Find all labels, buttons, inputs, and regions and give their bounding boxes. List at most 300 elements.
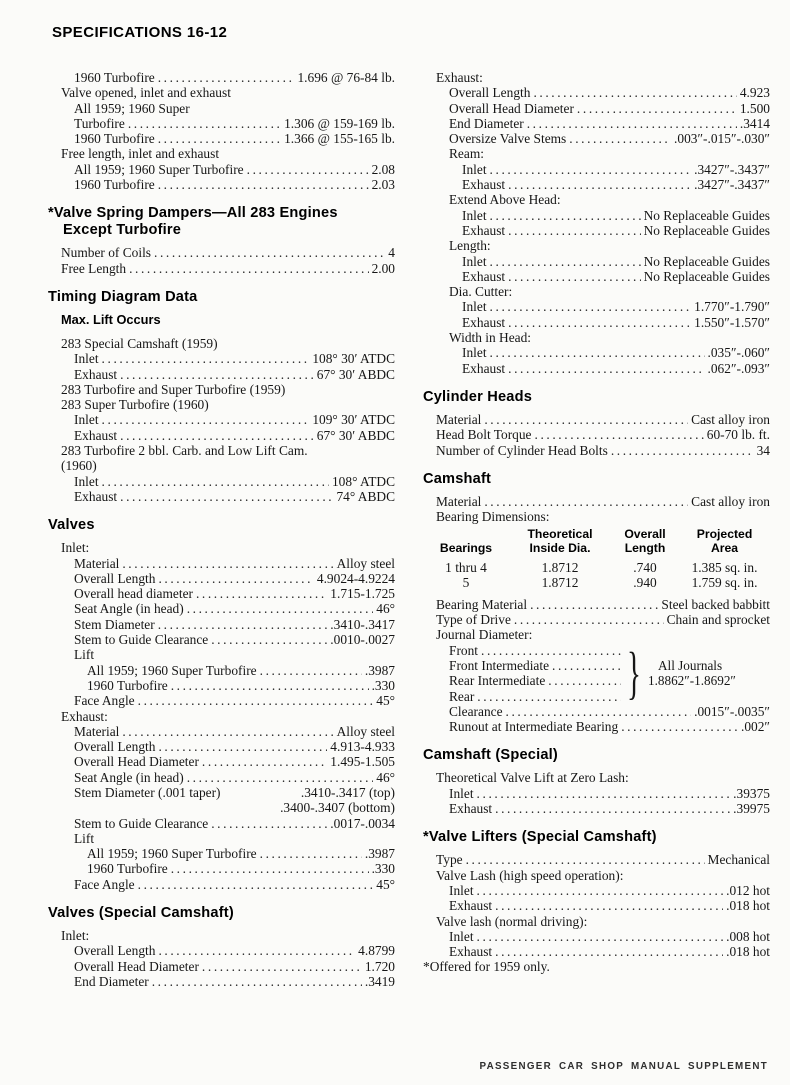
spec-label: Material bbox=[436, 493, 482, 509]
spec-line bbox=[423, 162, 770, 177]
spec-line bbox=[436, 643, 624, 658]
spec-label: Overall head diameter bbox=[74, 586, 193, 602]
spec-line bbox=[423, 443, 770, 458]
spec-value: Mechanical bbox=[707, 852, 770, 868]
table-header-row bbox=[423, 528, 770, 555]
spec-value: 1.715-1.725 bbox=[330, 586, 395, 602]
leader-dots bbox=[158, 177, 369, 192]
spec-label: Free Length bbox=[61, 260, 127, 276]
spec-label: Face Angle bbox=[74, 876, 135, 892]
spec-label: Exhaust bbox=[462, 177, 506, 193]
spec-label: Overall Length bbox=[74, 570, 156, 586]
spec-label: Inlet bbox=[462, 207, 487, 223]
spec-line bbox=[423, 852, 770, 867]
spec-value: .0010-.0027 bbox=[330, 632, 395, 648]
spec-value: 2.03 bbox=[371, 177, 395, 193]
spec-label: Clearance bbox=[449, 703, 503, 719]
spec-line bbox=[48, 261, 395, 276]
spec-text: Exhaust: bbox=[436, 70, 483, 85]
spec-line bbox=[48, 474, 395, 489]
spec-text: Extend Above Head: bbox=[449, 192, 561, 208]
spec-line bbox=[48, 724, 395, 739]
spec-text: Bearing Dimensions: bbox=[436, 509, 550, 525]
spec-label: Turbofire bbox=[74, 115, 125, 131]
table-header-cell bbox=[509, 528, 611, 555]
two-column-layout bbox=[48, 70, 770, 989]
spec-value: .008 hot bbox=[726, 928, 770, 944]
spec-label: Stem to Guide Clearance bbox=[74, 815, 209, 831]
leader-dots bbox=[530, 597, 658, 612]
leader-dots bbox=[138, 693, 374, 708]
section-heading: Valves (Special Camshaft) bbox=[48, 905, 234, 922]
spec-value: .330 bbox=[371, 861, 395, 877]
spec-text: All 1959; 1960 Super bbox=[74, 100, 190, 116]
leader-dots bbox=[154, 245, 385, 260]
spec-line bbox=[423, 116, 770, 131]
spec-value: Alloy steel bbox=[336, 723, 395, 739]
spec-line bbox=[48, 785, 395, 800]
table-cell: 1 thru 4 bbox=[445, 559, 487, 575]
spec-label: 1960 Turbofire bbox=[74, 177, 155, 193]
spec-label: Inlet bbox=[462, 345, 487, 361]
leader-dots bbox=[477, 689, 621, 704]
spec-text: Inlet: bbox=[61, 540, 90, 556]
spec-value: .330 bbox=[371, 677, 395, 693]
spec-label: Inlet bbox=[74, 412, 99, 428]
spec-line bbox=[48, 877, 395, 892]
spec-label: Seat Angle (in head) bbox=[74, 769, 184, 785]
leader-dots bbox=[508, 361, 704, 376]
spec-label: Exhaust bbox=[449, 801, 493, 817]
leader-dots bbox=[490, 299, 692, 314]
leader-dots bbox=[477, 786, 731, 801]
leader-dots bbox=[490, 162, 692, 177]
spec-label: Exhaust bbox=[462, 314, 506, 330]
spec-value: 1.495-1.505 bbox=[330, 754, 395, 770]
left-column bbox=[48, 70, 395, 989]
spec-value: 2.00 bbox=[371, 260, 395, 276]
table-header-line: Bearings bbox=[439, 541, 493, 556]
spec-value: 1.770″-1.790″ bbox=[694, 299, 770, 315]
spec-line bbox=[423, 223, 770, 238]
spec-value: .3427″-.3437″ bbox=[694, 161, 770, 177]
spec-value: 45° bbox=[376, 876, 395, 892]
spec-label: Seat Angle (in head) bbox=[74, 601, 184, 617]
spec-section bbox=[48, 70, 395, 192]
spec-label: Exhaust bbox=[462, 360, 506, 376]
leader-dots bbox=[152, 974, 362, 989]
leader-dots bbox=[495, 898, 723, 913]
spec-value: 108° ATDC bbox=[331, 473, 395, 489]
section-heading: Camshaft (Special) bbox=[423, 747, 558, 764]
spec-label: Exhaust bbox=[462, 222, 506, 238]
spec-line bbox=[48, 617, 395, 632]
spec-label: Inlet bbox=[449, 928, 474, 944]
section-heading: *Valve Lifters (Special Camshaft) bbox=[423, 829, 657, 846]
spec-line bbox=[48, 489, 395, 504]
leader-dots bbox=[527, 116, 737, 131]
leader-dots bbox=[481, 643, 621, 658]
spec-value: .062″-.093″ bbox=[707, 360, 770, 376]
spec-line bbox=[423, 883, 770, 898]
section-heading-group bbox=[423, 389, 770, 406]
table-header-line: Area bbox=[710, 541, 739, 556]
spec-value: 109° 30′ ATDC bbox=[312, 412, 395, 428]
spec-line bbox=[423, 494, 770, 509]
spec-value: .0015″-.0035″ bbox=[694, 703, 770, 719]
leader-dots bbox=[187, 770, 374, 785]
journal-note-line: 1.8862″-1.8692″ bbox=[648, 673, 736, 689]
spec-label: All 1959; 1960 Super Turbofire bbox=[87, 662, 257, 678]
spec-line bbox=[48, 162, 395, 177]
spec-label: Stem Diameter bbox=[74, 616, 155, 632]
spec-text: Valve lash (normal driving): bbox=[436, 913, 588, 929]
spec-line bbox=[423, 612, 770, 627]
spec-value: 1.696 @ 76-84 lb. bbox=[297, 70, 395, 85]
spec-value: .3410-.3417 (top) bbox=[300, 784, 395, 800]
spec-label: Material bbox=[74, 555, 120, 571]
leader-dots bbox=[158, 70, 295, 85]
leader-dots bbox=[611, 443, 754, 458]
spec-value: .39375 bbox=[733, 785, 770, 801]
spec-value: No Replaceable Guides bbox=[643, 207, 770, 223]
leader-dots bbox=[506, 704, 692, 719]
spec-value: 60-70 lb. ft. bbox=[706, 427, 770, 443]
spec-label: Bearing Material bbox=[436, 596, 528, 612]
spec-value: 46° bbox=[376, 769, 395, 785]
spec-label: Type bbox=[436, 852, 463, 868]
spec-value: .3987 bbox=[364, 662, 395, 678]
spec-line bbox=[48, 754, 395, 769]
leader-dots bbox=[490, 345, 705, 360]
section-heading-group bbox=[423, 471, 770, 488]
spec-line bbox=[423, 929, 770, 944]
spec-text: Exhaust: bbox=[61, 708, 108, 724]
table-header-line: Overall bbox=[624, 527, 666, 542]
spec-value: 4.8799 bbox=[358, 943, 395, 959]
leader-dots bbox=[508, 177, 691, 192]
spec-line bbox=[48, 245, 395, 260]
spec-line bbox=[48, 556, 395, 571]
leader-dots bbox=[102, 412, 310, 427]
table-cell: 1.385 sq. in. bbox=[691, 559, 758, 575]
spec-line bbox=[48, 70, 395, 85]
leader-dots bbox=[158, 571, 313, 586]
spec-line bbox=[423, 801, 770, 816]
brace-icon: } bbox=[627, 640, 642, 706]
spec-value: No Replaceable Guides bbox=[643, 268, 770, 284]
table-header-line: Length bbox=[624, 541, 666, 556]
spec-value: .39975 bbox=[733, 801, 770, 817]
spec-value: 4.923 bbox=[739, 85, 770, 101]
table-cell: 1.8712 bbox=[541, 559, 579, 575]
spec-line bbox=[423, 786, 770, 801]
spec-label: Material bbox=[436, 411, 482, 427]
section-heading-group bbox=[48, 905, 395, 922]
bearing-table bbox=[423, 528, 770, 590]
leader-dots bbox=[552, 658, 621, 673]
leader-dots bbox=[158, 131, 281, 146]
leader-dots bbox=[490, 208, 641, 223]
leader-dots bbox=[577, 101, 737, 116]
spec-line bbox=[48, 131, 395, 146]
spec-value: 4 bbox=[388, 245, 395, 261]
section-subheading: Max. Lift Occurs bbox=[61, 311, 161, 327]
leader-dots bbox=[129, 261, 368, 276]
spec-value: 74° ABDC bbox=[336, 488, 395, 504]
spec-line bbox=[423, 361, 770, 376]
spec-text: *Offered for 1959 only. bbox=[423, 959, 550, 975]
section-heading: Cylinder Heads bbox=[423, 388, 533, 405]
section-heading-group bbox=[48, 289, 395, 306]
spec-value-continuation bbox=[48, 800, 395, 815]
leader-dots bbox=[171, 861, 369, 876]
leader-dots bbox=[202, 754, 327, 769]
leader-dots bbox=[569, 131, 671, 146]
leader-dots bbox=[122, 724, 333, 739]
spec-value: 4.913-4.933 bbox=[330, 739, 395, 755]
table-header-line: Theoretical bbox=[527, 527, 593, 542]
spec-value: .012 hot bbox=[726, 882, 770, 898]
table-header-cell bbox=[423, 542, 509, 556]
spec-text: Journal Diameter: bbox=[436, 627, 533, 643]
spec-section bbox=[48, 517, 395, 892]
leader-dots bbox=[158, 739, 327, 754]
spec-line bbox=[48, 861, 395, 876]
spec-label: Overall Length bbox=[74, 943, 156, 959]
spec-section bbox=[48, 905, 395, 989]
spec-value: 67° 30′ ABDC bbox=[316, 427, 395, 443]
table-header-line: Inside Dia. bbox=[529, 541, 591, 556]
spec-value: 108° 30′ ATDC bbox=[312, 351, 395, 367]
spec-label: Inlet bbox=[449, 785, 474, 801]
leader-dots bbox=[211, 632, 327, 647]
spec-label: Rear bbox=[449, 688, 475, 704]
spec-label: Inlet bbox=[74, 351, 99, 367]
section-heading: Valves bbox=[48, 517, 95, 534]
spec-section bbox=[423, 471, 770, 735]
spec-label: Head Bolt Torque bbox=[436, 427, 532, 443]
spec-section bbox=[48, 205, 395, 276]
spec-section bbox=[423, 829, 770, 974]
spec-line bbox=[48, 693, 395, 708]
spec-label: Front bbox=[449, 642, 479, 658]
leader-dots bbox=[120, 428, 314, 443]
spec-label: Overall Head Diameter bbox=[74, 754, 199, 770]
spec-line bbox=[48, 116, 395, 131]
spec-value: 45° bbox=[376, 693, 395, 709]
journal-brace-group bbox=[423, 640, 770, 706]
spec-text: Dia. Cutter: bbox=[449, 284, 513, 300]
spec-value: .035″-.060″ bbox=[707, 345, 770, 361]
spec-value: .3987 bbox=[364, 846, 395, 862]
spec-label: Type of Drive bbox=[436, 612, 511, 628]
spec-label: Material bbox=[74, 723, 120, 739]
leader-dots bbox=[514, 612, 664, 627]
spec-line bbox=[48, 367, 395, 382]
spec-line bbox=[423, 427, 770, 442]
spec-label: Overall Head Diameter bbox=[74, 958, 199, 974]
spec-line bbox=[48, 846, 395, 861]
spec-label: Inlet bbox=[74, 473, 99, 489]
spec-line bbox=[436, 673, 624, 688]
spec-value: .002″ bbox=[740, 719, 770, 735]
spec-text: 283 Super Turbofire (1960) bbox=[61, 397, 209, 413]
spec-line bbox=[423, 208, 770, 223]
spec-line bbox=[423, 704, 770, 719]
spec-value: Cast alloy iron bbox=[691, 493, 770, 509]
spec-label: Face Angle bbox=[74, 693, 135, 709]
leader-dots bbox=[202, 959, 362, 974]
leader-dots bbox=[508, 269, 640, 284]
spec-line bbox=[423, 254, 770, 269]
spec-label: All 1959; 1960 Super Turbofire bbox=[87, 846, 257, 862]
spec-line bbox=[48, 571, 395, 586]
leader-dots bbox=[158, 943, 355, 958]
table-header-line: Projected bbox=[696, 527, 753, 542]
spec-label: Number of Cylinder Head Bolts bbox=[436, 442, 608, 458]
spec-label: 1960 Turbofire bbox=[87, 861, 168, 877]
spec-line bbox=[48, 943, 395, 958]
table-row bbox=[423, 575, 770, 591]
section-heading: Timing Diagram Data bbox=[48, 288, 198, 305]
leader-dots bbox=[158, 617, 328, 632]
leader-dots bbox=[171, 678, 369, 693]
spec-value: 1.500 bbox=[739, 100, 770, 116]
table-cell: 1.759 sq. in. bbox=[691, 575, 758, 591]
spec-value: 1.366 @ 155-165 lb. bbox=[284, 131, 395, 147]
spec-value: .3427″-.3437″ bbox=[694, 177, 770, 193]
spec-line bbox=[48, 586, 395, 601]
spec-value: .3419 bbox=[364, 973, 395, 989]
spec-line bbox=[48, 428, 395, 443]
leader-dots bbox=[247, 162, 369, 177]
spec-label: Oversize Valve Stems bbox=[449, 131, 567, 147]
spec-label: Inlet bbox=[462, 253, 487, 269]
leader-dots bbox=[260, 663, 362, 678]
spec-text: Length: bbox=[449, 238, 491, 254]
spec-text: 283 Special Camshaft (1959) bbox=[61, 335, 218, 351]
spec-value: .003″-.015″-.030″ bbox=[674, 131, 770, 147]
spec-line bbox=[423, 131, 770, 146]
spec-label: End Diameter bbox=[74, 973, 149, 989]
section-heading: Except Turbofire bbox=[63, 222, 182, 239]
spec-label: Runout at Intermediate Bearing bbox=[449, 719, 619, 735]
leader-dots bbox=[138, 877, 374, 892]
spec-label: Overall Head Diameter bbox=[449, 100, 574, 116]
spec-line bbox=[436, 658, 624, 673]
leader-dots bbox=[621, 719, 738, 734]
table-cell: .940 bbox=[633, 575, 657, 591]
spec-line bbox=[48, 412, 395, 427]
spec-label: Exhaust bbox=[74, 366, 118, 382]
spec-text: Free length, inlet and exhaust bbox=[61, 146, 220, 162]
section-heading-group bbox=[423, 747, 770, 764]
leader-dots bbox=[533, 85, 736, 100]
spec-value: .018 hot bbox=[726, 944, 770, 960]
leader-dots bbox=[477, 929, 724, 944]
spec-text: 283 Turbofire 2 bbl. Carb. and Low Lift Cam. bbox=[61, 443, 308, 459]
leader-dots bbox=[211, 816, 327, 831]
spec-line bbox=[423, 719, 770, 734]
spec-line bbox=[48, 974, 395, 989]
journal-note-line: All Journals bbox=[658, 657, 723, 673]
spec-label: Rear Intermediate bbox=[449, 673, 546, 689]
leader-dots bbox=[466, 852, 705, 867]
spec-line bbox=[423, 597, 770, 612]
spec-label: Stem to Guide Clearance bbox=[74, 632, 209, 648]
spec-line bbox=[436, 689, 624, 704]
spec-line bbox=[423, 101, 770, 116]
spec-line bbox=[423, 299, 770, 314]
section-heading-group bbox=[48, 205, 395, 239]
spec-value: Steel backed babbitt bbox=[661, 596, 770, 612]
spec-line bbox=[423, 85, 770, 100]
spec-text: (1960) bbox=[61, 458, 97, 474]
spec-line bbox=[48, 632, 395, 647]
spec-value: .3400-.3407 (bottom) bbox=[280, 800, 395, 816]
spec-line bbox=[423, 315, 770, 330]
leader-dots bbox=[128, 116, 281, 131]
spec-value: 1.306 @ 159-169 lb. bbox=[284, 115, 395, 131]
spec-line bbox=[48, 816, 395, 831]
spec-value: 46° bbox=[376, 601, 395, 617]
section-heading-group bbox=[48, 517, 395, 534]
spec-value: Cast alloy iron bbox=[691, 411, 770, 427]
spec-label: Stem Diameter (.001 taper) bbox=[74, 784, 221, 800]
spec-value: .0017-.0034 bbox=[330, 815, 395, 831]
spec-label: Inlet bbox=[449, 882, 474, 898]
spec-text: 283 Turbofire and Super Turbofire (1959) bbox=[61, 381, 286, 397]
spec-label: Overall Length bbox=[449, 85, 531, 101]
leader-dots bbox=[508, 315, 691, 330]
spec-line bbox=[423, 345, 770, 360]
table-cell: 1.8712 bbox=[541, 575, 579, 591]
spec-value: No Replaceable Guides bbox=[643, 222, 770, 238]
spec-section bbox=[423, 389, 770, 458]
spec-value: 2.08 bbox=[371, 161, 395, 177]
spec-line bbox=[423, 412, 770, 427]
spec-label: Number of Coils bbox=[61, 245, 152, 261]
spec-value: 34 bbox=[756, 442, 770, 458]
spec-text: Theoretical Valve Lift at Zero Lash: bbox=[436, 770, 629, 786]
spec-line bbox=[423, 269, 770, 284]
leader-dots bbox=[508, 223, 640, 238]
spec-label: All 1959; 1960 Super Turbofire bbox=[74, 161, 244, 177]
page-footer: PASSENGER CAR SHOP MANUAL SUPPLEMENT bbox=[479, 1061, 768, 1072]
spec-line bbox=[48, 663, 395, 678]
table-row bbox=[423, 560, 770, 576]
leader-dots bbox=[548, 673, 621, 688]
spec-label: Exhaust bbox=[74, 488, 118, 504]
journal-lines bbox=[436, 643, 624, 704]
spec-label: Exhaust bbox=[462, 268, 506, 284]
leader-dots bbox=[120, 367, 314, 382]
spec-text: Inlet: bbox=[61, 928, 90, 944]
spec-value: No Replaceable Guides bbox=[643, 253, 770, 269]
spec-line bbox=[48, 770, 395, 785]
spec-line bbox=[48, 678, 395, 693]
spec-line bbox=[48, 351, 395, 366]
spec-text: Valve Lash (high speed operation): bbox=[436, 867, 624, 883]
spec-value: .3410-.3417 bbox=[330, 616, 395, 632]
spec-line bbox=[48, 739, 395, 754]
spec-label: 1960 Turbofire bbox=[74, 131, 155, 147]
spec-label: 1960 Turbofire bbox=[87, 677, 168, 693]
spec-text: Lift bbox=[74, 647, 95, 663]
leader-dots bbox=[535, 427, 704, 442]
leader-dots bbox=[477, 883, 724, 898]
